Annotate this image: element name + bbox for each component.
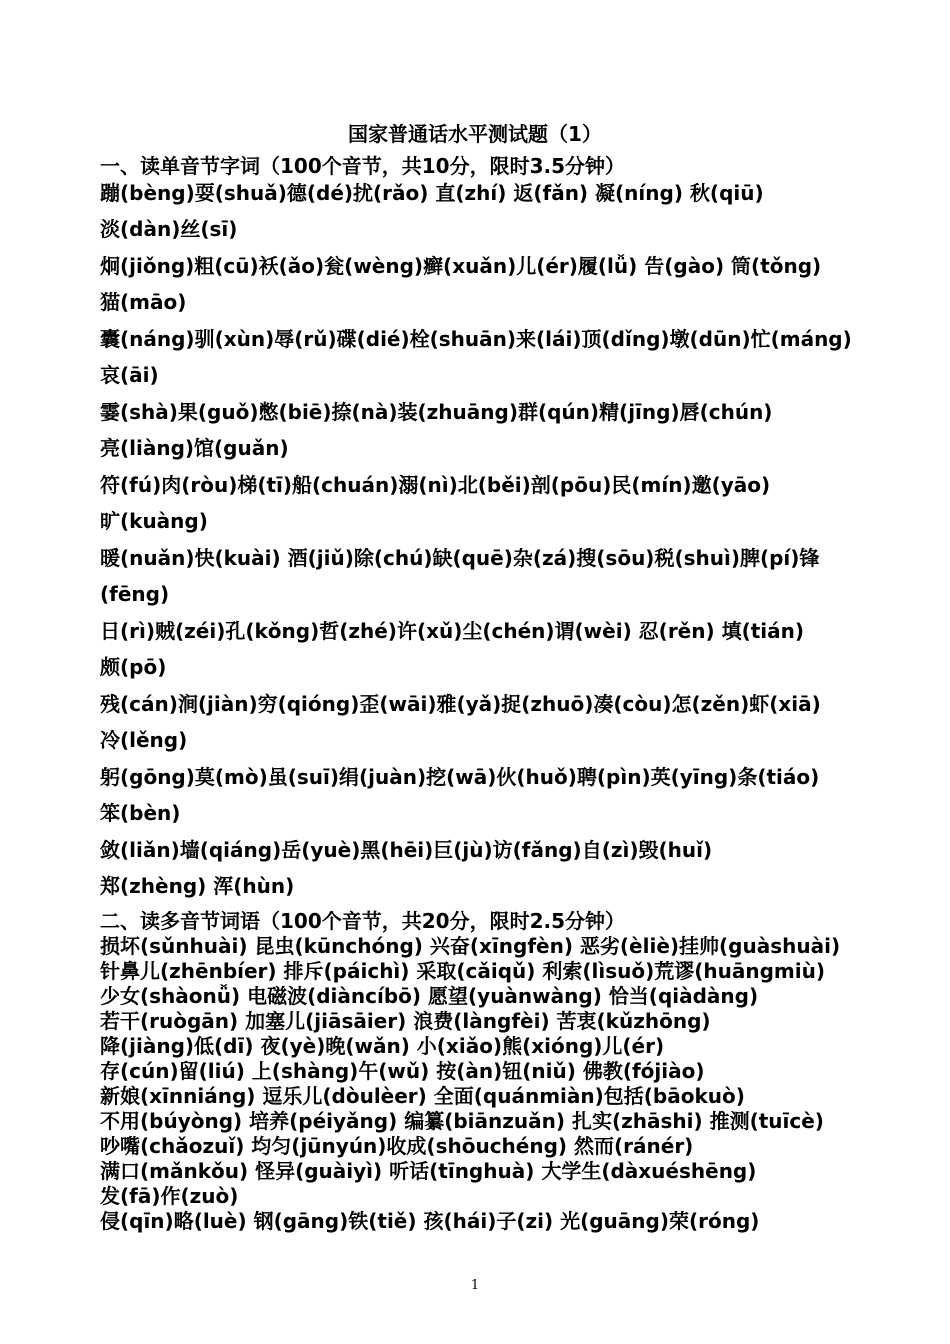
section-1-line: 亮(liàng)馆(guǎn)	[100, 436, 289, 460]
section-1-line: 霎(shà)果(guǒ)憋(biē)捺(nà)装(zhuāng)群(qún)精(jīng)唇(chún)	[100, 400, 773, 424]
section-1-line: 躬(gōng)莫(mò)虽(suī)绢(juàn)挖(wā)伙(huǒ)聘(pìn)英(yīng)条(tiáo)	[100, 765, 820, 789]
section-2-line: 少女(shàonǚ) 电磁波(diàncíbō) 愿望(yuànwàng) 恰当(qiàdàng)	[100, 984, 759, 1008]
section-1-line: 符(fú)肉(ròu)梯(tī)船(chuán)溺(nì)北(běi)剖(pōu)民(mín)邀(yāo)	[100, 473, 771, 497]
section-1-line: 旷(kuàng)	[100, 509, 208, 533]
section-1-line: 淡(dàn)丝(sī)	[100, 217, 238, 241]
page-title: 国家普通话水平测试题（1）	[348, 122, 602, 146]
section-2-line: 发(fā)作(zuò)	[100, 1184, 239, 1208]
section-1-line: 炯(jiǒng)粗(cū)袄(ǎo)瓮(wèng)癣(xuǎn)儿(ér)履(lǚ) 告(gào) 筒(tǒng)	[100, 254, 822, 278]
section-1-line: 囊(náng)驯(xùn)辱(rǔ)碟(dié)栓(shuān)来(lái)顶(dǐng)墩(dūn)忙(máng)	[100, 327, 852, 351]
section-2-line: 不用(búyòng) 培养(péiyǎng) 编纂(biānzuǎn) 扎实(zhāshi) 推测(tuīcè)	[100, 1109, 824, 1133]
section-1-line: 暖(nuǎn)快(kuài) 酒(jiǔ)除(chú)缺(quē)杂(zá)搜(sōu)税(shuì)脾(pí)锋	[100, 546, 820, 570]
section-1-line: 日(rì)贼(zéi)孔(kǒng)哲(zhé)许(xǔ)尘(chén)谓(wèi) 忍(rěn) 填(tián)	[100, 619, 805, 643]
section-1-line: 郑(zhèng) 浑(hùn)	[100, 874, 295, 898]
section-1-line: 笨(bèn)	[100, 801, 181, 825]
section-2-line: 吵嘴(chǎozuǐ) 均匀(jūnyún)收成(shōuchéng) 然而(ránér)	[100, 1134, 694, 1158]
section-2-line: 针鼻儿(zhēnbíer) 排斥(páichì) 采取(cǎiqǔ) 利索(lìsuǒ)荒谬(huāngmiù)	[100, 959, 826, 983]
section-2-line: 若干(ruògān) 加塞儿(jiāsāier) 浪费(làngfèi) 苦衷(kǔzhōng)	[100, 1009, 711, 1033]
section-1-line: 残(cán)涧(jiàn)穷(qióng)歪(wāi)雅(yǎ)捉(zhuō)凑(còu)怎(zěn)虾(xiā)	[100, 692, 821, 716]
section-1-line: 颇(pō)	[100, 655, 167, 679]
section-2-line: 新娘(xīnniáng) 逗乐儿(dòulèer) 全面(quánmiàn)包括(bāokuò)	[100, 1084, 745, 1108]
section-1-line: 蹦(bèng)耍(shuǎ)德(dé)扰(rǎo) 直(zhí) 返(fǎn) 凝(níng) 秋(qiū)	[100, 181, 764, 205]
page-number: 1	[470, 1278, 480, 1293]
section-1-line: (fēng)	[100, 582, 170, 606]
section-1-line: 冷(lěng)	[100, 728, 188, 752]
section-2-line: 满口(mǎnkǒu) 怪异(guàiyì) 听话(tīnghuà) 大学生(dàxuéshēng)	[100, 1159, 757, 1183]
section-2-line: 降(jiàng)低(dī) 夜(yè)晚(wǎn) 小(xiǎo)熊(xióng)儿(ér)	[100, 1034, 665, 1058]
section-1-heading: 一、读单音节字词（100个音节，共10分，限时3.5分钟）	[100, 154, 626, 178]
section-1-line: 敛(liǎn)墙(qiáng)岳(yuè)黑(hēi)巨(jù)访(fǎng)自(zì)毁(huǐ)	[100, 838, 713, 862]
section-2-line: 损坏(sǔnhuài) 昆虫(kūnchóng) 兴奋(xīngfèn) 恶劣(èliè)挂帅(guàshuài)	[100, 934, 841, 958]
section-1-line: 猫(māo)	[100, 290, 187, 314]
section-2-heading: 二、读多音节词语（100个音节，共20分，限时2.5分钟）	[100, 909, 626, 933]
section-1-line: 哀(āi)	[100, 363, 159, 387]
section-2-line: 侵(qīn)略(luè) 钢(gāng)铁(tiě) 孩(hái)子(zi) 光(guāng)荣(róng)	[100, 1209, 760, 1233]
section-2-line: 存(cún)留(liú) 上(shàng)午(wǔ) 按(àn)钮(niǔ) 佛教(fójiào)	[100, 1059, 705, 1083]
